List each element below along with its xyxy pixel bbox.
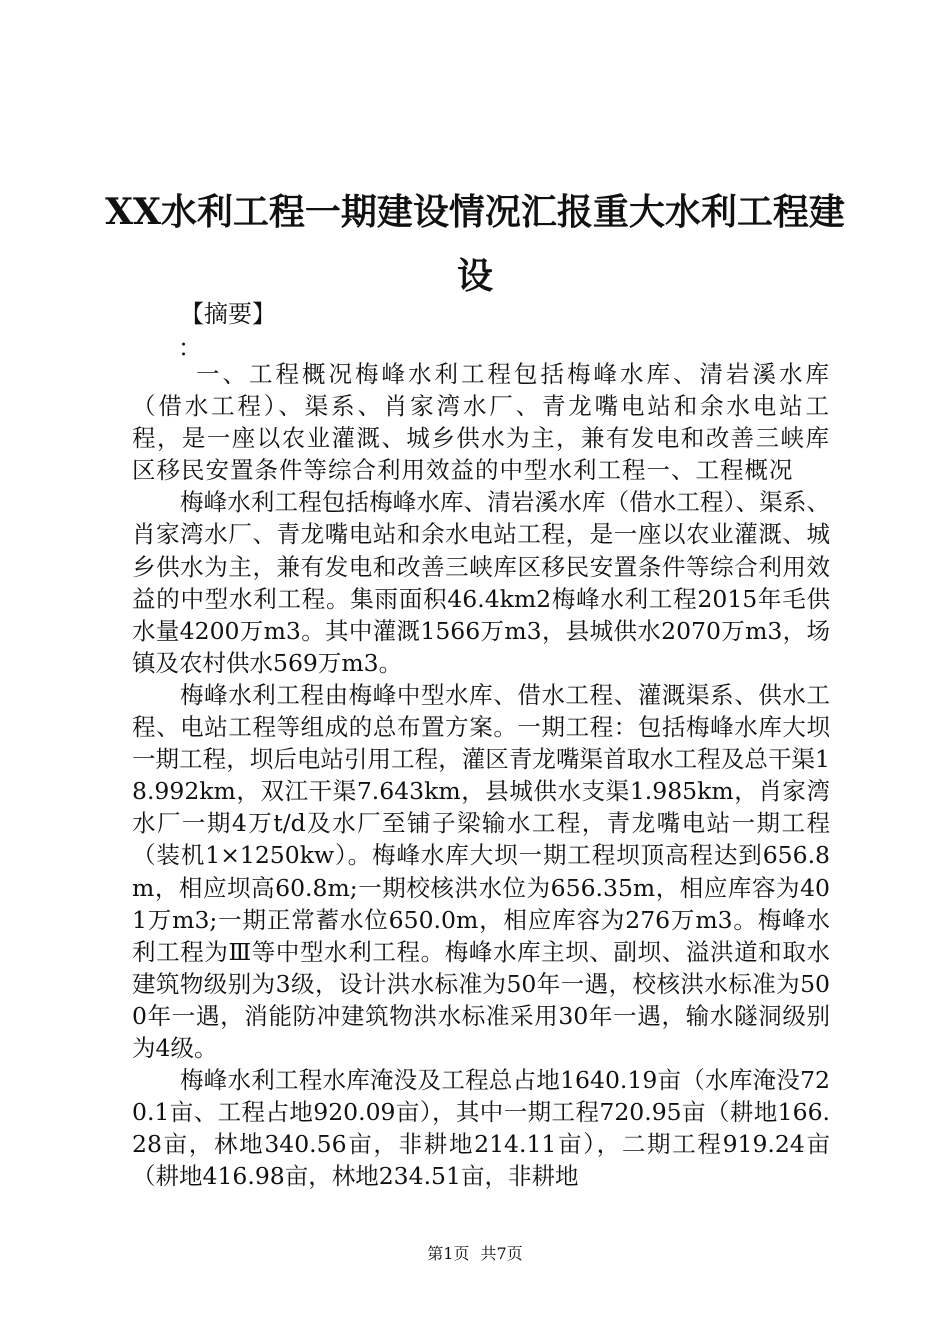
paragraph-4: 梅峰水利工程水库淹没及工程总占地1640.19亩（水库淹没720.1亩、工程占地920.09亩），其中一期工程720.95亩（耕地166.28亩，林地340.56亩，非耕地214.11亩），二期工程919.24亩（耕地416.98亩，林地234.51亩，非耕地 [132, 1066, 830, 1191]
document-title: XX水利工程一期建设情况汇报重大水利工程建设 [105, 191, 845, 297]
abstract-label: 【摘要】 [180, 300, 276, 328]
abstract-colon: ： [178, 334, 202, 362]
paragraph-1: 一、工程概况梅峰水利工程包括梅峰水库、清岩溪水库（借水工程）、渠系、肖家湾水厂、青龙嘴电站和余水电站工程，是一座以农业灌溉、城乡供水为主，兼有发电和改善三峡库区移民安置条件等综合利用效益的中型水利工程一、工程概况 [132, 360, 830, 485]
paragraph-2: 梅峰水利工程包括梅峰水库、清岩溪水库（借水工程）、渠系、肖家湾水厂、青龙嘴电站和余水电站工程，是一座以农业灌溉、城乡供水为主，兼有发电和改善三峡库区移民安置条件等综合利用效益的中型水利工程。集雨面积46.4km2梅峰水利工程2015年毛供水量4200万m3。其中灌溉1566万m3，县城供水2070万m3，场镇及农村供水569万m3。 [132, 488, 830, 677]
document-body [132, 358, 830, 1192]
paragraph-3: 梅峰水利工程由梅峰中型水库、借水工程、灌溉渠系、供水工程、电站工程等组成的总布置方案。一期工程：包括梅峰水库大坝一期工程，坝后电站引用工程，灌区青龙嘴渠首取水工程及总干渠18.992km，双江干渠7.643km，县城供水支渠1.985km，肖家湾水厂一期4万t/d及水厂至铺子梁输水工程，青龙嘴电站一期工程（装机1×1250kw）。梅峰水库大坝一期工程坝顶高程达到656.8m，相应坝高60.8m;一期校核洪水位为656.35m，相应库容为401万m3;一期正常蓄水位650.0m，相应库容为276万m3。梅峰水利工程为Ⅲ等中型水利工程。梅峰水库主坝、副坝、溢洪道和取水建筑物级别为3级，设计洪水标准为50年一遇，校核洪水标准为500年一遇，消能防冲建筑物洪水标准采用30年一遇，输水隧洞级别为4级。 [132, 680, 830, 1062]
page-number: 第1页 [427, 1244, 470, 1263]
page-total: 共7页 [480, 1244, 523, 1263]
page-footer [0, 1243, 950, 1265]
